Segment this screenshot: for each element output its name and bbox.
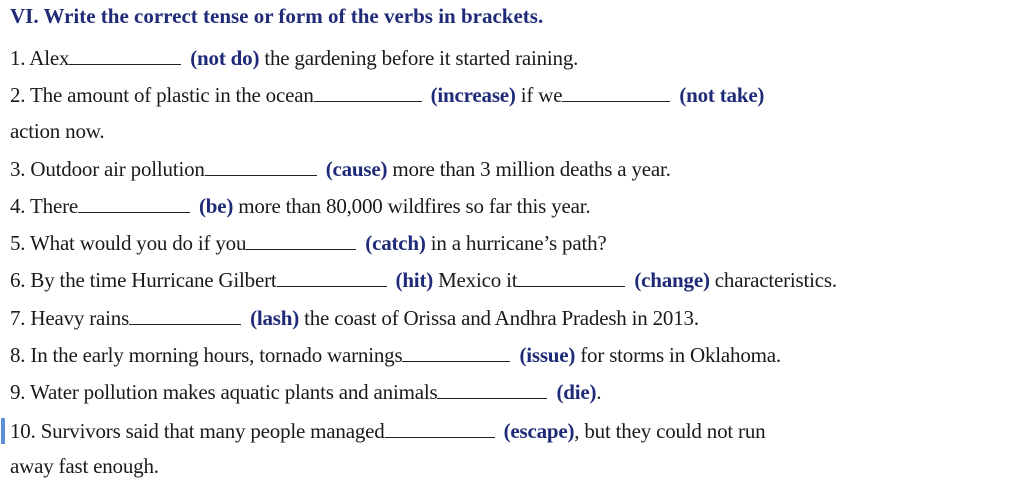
item-text: 3. Outdoor air pollution: [10, 157, 205, 181]
item-text: more than 3 million deaths a year.: [387, 157, 671, 181]
exercise-item-10-continued: [10, 452, 159, 480]
item-text: in a hurricane’s path?: [425, 231, 607, 255]
answer-blank[interactable]: [205, 157, 317, 176]
exercise-item-3: [10, 155, 671, 183]
exercise-item-2-continued: [10, 117, 104, 145]
item-text: , but they could not run: [574, 419, 766, 443]
item-text: 5. What would you do if you: [10, 231, 247, 255]
answer-blank[interactable]: [437, 380, 547, 399]
verb-hint: (not do): [190, 46, 260, 70]
answer-blank[interactable]: [277, 268, 387, 287]
verb-hint: (hit): [395, 268, 434, 292]
item-text: characteristics.: [709, 268, 837, 292]
answer-blank[interactable]: [517, 268, 625, 287]
item-text: 8. In the early morning hours, tornado warnings: [10, 343, 403, 367]
exercise-title: VI. Write the correct tense or form of the verbs in brackets.: [10, 4, 544, 28]
item-text: Mexico it: [433, 268, 518, 292]
verb-hint: (escape): [503, 419, 575, 443]
answer-blank[interactable]: [385, 419, 495, 438]
item-text: away fast enough.: [10, 454, 159, 478]
item-text: 1. Alex: [10, 46, 70, 70]
answer-blank[interactable]: [78, 194, 190, 213]
exercise-item-7: [10, 304, 699, 332]
verb-hint: (lash): [250, 306, 300, 330]
item-text: 9. Water pollution makes aquatic plants and animals: [10, 380, 438, 404]
exercise-item-4: [10, 192, 590, 220]
answer-blank[interactable]: [69, 46, 181, 65]
item-text: 6. By the time Hurricane Gilbert: [10, 268, 277, 292]
item-text: the gardening before it started raining.: [259, 46, 579, 70]
item-text: more than 80,000 wildfires so far this year.: [233, 194, 591, 218]
exercise-item-9: [10, 378, 601, 406]
exercise-item-1: [10, 44, 578, 72]
item-text: if we: [515, 83, 563, 107]
verb-hint: (cause): [325, 157, 388, 181]
exercise-item-6: [10, 266, 837, 294]
verb-hint: (change): [634, 268, 710, 292]
verb-hint: (be): [198, 194, 234, 218]
answer-blank[interactable]: [129, 306, 241, 325]
verb-hint: (increase): [430, 83, 516, 107]
answer-blank[interactable]: [314, 83, 422, 102]
answer-blank[interactable]: [402, 343, 510, 362]
verb-hint: (die): [556, 380, 597, 404]
exercise-item-5: [10, 229, 607, 257]
verb-hint: (issue): [519, 343, 576, 367]
item-text: for storms in Oklahoma.: [575, 343, 781, 367]
item-text: 7. Heavy rains: [10, 306, 130, 330]
item-text: .: [596, 380, 602, 404]
verb-hint: (not take): [679, 83, 765, 107]
answer-blank[interactable]: [246, 231, 356, 250]
exercise-item-10: [10, 417, 765, 445]
item-text: 2. The amount of plastic in the ocean: [10, 83, 314, 107]
line-marker: [1, 418, 5, 444]
exercise-item-8: [10, 341, 781, 369]
answer-blank[interactable]: [562, 83, 670, 102]
item-text: the coast of Orissa and Andhra Pradesh in 2013.: [299, 306, 699, 330]
item-text: action now.: [10, 119, 105, 143]
exercise-item-2: [10, 81, 764, 109]
item-text: 10. Survivors said that many people managed: [10, 419, 385, 443]
verb-hint: (catch): [365, 231, 426, 255]
item-text: 4. There: [10, 194, 78, 218]
